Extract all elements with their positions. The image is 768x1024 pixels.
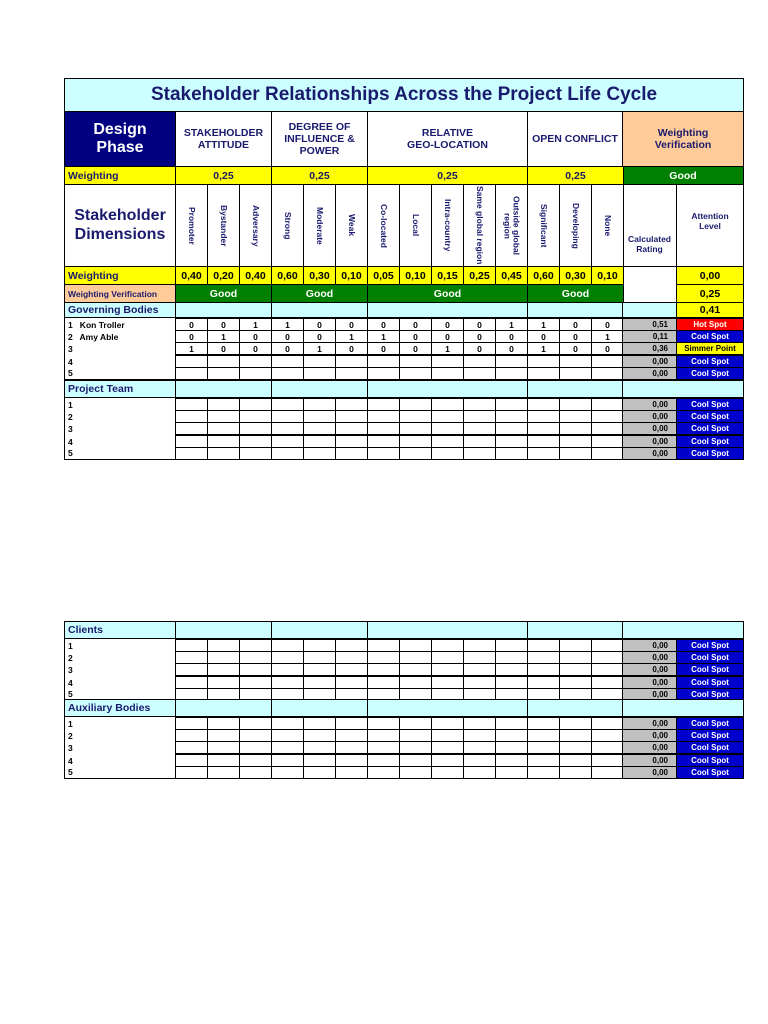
column-header-text: Bystander xyxy=(218,204,229,247)
section-header-cell xyxy=(271,699,368,717)
section-header-cell xyxy=(367,302,528,318)
value-cell: 1 xyxy=(271,318,304,331)
row-label: 1 xyxy=(64,639,176,652)
calculated-rating: 0,00 xyxy=(622,422,677,435)
value-cell xyxy=(239,741,272,754)
column-header-text: Developing xyxy=(570,202,581,249)
sub-weight-value: 0,10 xyxy=(399,266,432,285)
calculated-rating: 0,36 xyxy=(622,342,677,355)
value-cell xyxy=(559,766,592,779)
value-cell xyxy=(367,367,400,380)
phase-label: Design Phase xyxy=(64,111,176,167)
value-cell: 1 xyxy=(175,342,208,355)
value-cell xyxy=(463,367,496,380)
row-label: 5 xyxy=(64,367,176,380)
value-cell xyxy=(399,447,432,460)
value-cell xyxy=(207,422,240,435)
value-cell xyxy=(303,663,336,676)
value-cell xyxy=(239,447,272,460)
column-header xyxy=(559,184,592,267)
calculated-rating: 0,00 xyxy=(622,398,677,411)
value-cell: 0 xyxy=(303,318,336,331)
value-cell xyxy=(335,367,368,380)
value-cell: 0 xyxy=(495,342,528,355)
calculated-rating: 0,00 xyxy=(622,355,677,368)
calculated-rating: 0,00 xyxy=(622,729,677,742)
weighting-verification-value: Good xyxy=(271,284,368,303)
value-cell xyxy=(271,367,304,380)
calculated-rating: 0,00 xyxy=(622,410,677,423)
sub-weight-value: 0,15 xyxy=(431,266,464,285)
value-cell: 0 xyxy=(399,330,432,343)
section-header-cell xyxy=(527,302,624,318)
attention-level: Cool Spot xyxy=(676,639,744,652)
section-title: Governing Bodies xyxy=(64,302,176,318)
value-cell xyxy=(591,766,624,779)
sub-weight-value: 0,10 xyxy=(335,266,368,285)
sub-weight-value: 0,60 xyxy=(527,266,560,285)
sub-weight-value: 0,40 xyxy=(175,266,208,285)
header-weighting-verification: Weighting Verification xyxy=(622,111,744,167)
section-header-cell xyxy=(367,699,528,717)
column-header xyxy=(591,184,624,267)
sub-weight-value: 0,40 xyxy=(239,266,272,285)
value-cell xyxy=(303,741,336,754)
value-cell xyxy=(175,766,208,779)
calculated-rating: 0,00 xyxy=(622,435,677,448)
value-cell: 0 xyxy=(271,330,304,343)
header-stakeholder-attitude: STAKEHOLDER ATTITUDE xyxy=(175,111,272,167)
attention-level: Cool Spot xyxy=(676,676,744,689)
value-cell xyxy=(367,766,400,779)
value-cell: 0 xyxy=(591,342,624,355)
value-cell xyxy=(207,367,240,380)
value-cell: 1 xyxy=(239,318,272,331)
attention-level-header: Attention Level xyxy=(676,184,744,267)
calculated-rating: 0,00 xyxy=(622,717,677,730)
section-header-cell xyxy=(271,302,368,318)
column-header-text: Significant xyxy=(538,203,549,248)
column-header-text: Co-located xyxy=(378,203,389,248)
value-cell xyxy=(559,422,592,435)
value-cell xyxy=(527,663,560,676)
calculated-rating: 0,00 xyxy=(622,754,677,767)
section-header-cell xyxy=(622,699,744,717)
value-cell xyxy=(271,766,304,779)
row-label: 2 xyxy=(64,410,176,423)
value-cell: 0 xyxy=(559,330,592,343)
value-cell xyxy=(431,741,464,754)
row-label: 4 xyxy=(64,754,176,767)
column-header xyxy=(463,184,496,267)
calculated-rating-header: Calculated Rating xyxy=(622,184,677,267)
column-header-text: Moderate xyxy=(314,206,325,245)
value-cell xyxy=(591,447,624,460)
value-cell: 0 xyxy=(463,318,496,331)
value-cell: 1 xyxy=(207,330,240,343)
stakeholder-dimensions-label: Stakeholder Dimensions xyxy=(64,184,176,267)
column-header xyxy=(431,184,464,267)
value-cell: 1 xyxy=(335,330,368,343)
value-cell xyxy=(335,422,368,435)
attention-level: Hot Spot xyxy=(676,318,744,331)
attention-level: Cool Spot xyxy=(676,410,744,423)
calculated-rating: 0,00 xyxy=(622,663,677,676)
weighting-verification-value: Good xyxy=(527,284,624,303)
column-header-text: Same global region xyxy=(474,186,485,265)
section-header-cell xyxy=(367,380,528,398)
row-label: 1 xyxy=(64,398,176,411)
value-cell: 1 xyxy=(527,342,560,355)
value-cell: 0 xyxy=(463,342,496,355)
value-cell: 1 xyxy=(527,318,560,331)
value-cell xyxy=(207,447,240,460)
value-cell: 1 xyxy=(591,330,624,343)
value-cell xyxy=(399,422,432,435)
value-cell xyxy=(303,766,336,779)
section-title: Auxiliary Bodies xyxy=(64,699,176,717)
attention-level: Cool Spot xyxy=(676,355,744,368)
value-cell xyxy=(399,367,432,380)
row-label: 2 Amy Able xyxy=(64,330,176,343)
attention-level: Cool Spot xyxy=(676,447,744,460)
value-cell xyxy=(175,741,208,754)
row-label: 2 xyxy=(64,651,176,664)
value-cell xyxy=(559,741,592,754)
value-cell xyxy=(239,663,272,676)
column-header xyxy=(175,184,208,267)
sub-weight-value: 0,10 xyxy=(591,266,624,285)
calculated-rating: 0,11 xyxy=(622,330,677,343)
attention-level: Cool Spot xyxy=(676,688,744,701)
value-cell xyxy=(399,766,432,779)
column-header xyxy=(303,184,336,267)
calculated-rating: 0,00 xyxy=(622,651,677,664)
column-header-text: Weak xyxy=(346,214,357,237)
row-label: 3 xyxy=(64,422,176,435)
value-cell xyxy=(239,766,272,779)
value-cell: 0 xyxy=(399,342,432,355)
value-cell xyxy=(559,447,592,460)
section-header-cell xyxy=(622,621,744,639)
header-open-conflict: OPEN CONFLICT xyxy=(527,111,623,167)
value-cell: 1 xyxy=(431,342,464,355)
value-cell xyxy=(527,447,560,460)
calculated-rating: 0,51 xyxy=(622,318,677,331)
value-cell xyxy=(463,663,496,676)
value-cell xyxy=(175,367,208,380)
value-cell xyxy=(175,422,208,435)
value-cell xyxy=(367,447,400,460)
threshold-simmer-point: 0,25 xyxy=(676,284,744,303)
threshold-cool-spot: 0,41 xyxy=(676,302,744,318)
value-cell xyxy=(463,741,496,754)
value-cell xyxy=(463,422,496,435)
row-label: 3 xyxy=(64,741,176,754)
value-cell: 0 xyxy=(527,330,560,343)
group-weight-value: 0,25 xyxy=(527,166,624,185)
weighting-verification-label: Weighting Verification xyxy=(64,284,176,303)
calculated-rating: 0,00 xyxy=(622,741,677,754)
value-cell xyxy=(367,741,400,754)
section-header-cell xyxy=(175,380,272,398)
row-label: 5 xyxy=(64,447,176,460)
threshold-hot-spot: 0,00 xyxy=(676,266,744,285)
column-header xyxy=(367,184,400,267)
value-cell xyxy=(527,766,560,779)
header-influence-power: DEGREE OF INFLUENCE & POWER xyxy=(271,111,368,167)
value-cell: 0 xyxy=(367,318,400,331)
column-header xyxy=(271,184,304,267)
weighting-verification-value: Good xyxy=(367,284,528,303)
value-cell xyxy=(303,447,336,460)
calculated-rating: 0,00 xyxy=(622,639,677,652)
value-cell xyxy=(495,766,528,779)
column-header-text: Local xyxy=(410,214,421,237)
value-cell xyxy=(239,367,272,380)
section-header-cell xyxy=(175,302,272,318)
value-cell: 0 xyxy=(559,318,592,331)
value-cell xyxy=(591,367,624,380)
section-header-cell xyxy=(527,621,624,639)
section-header-cell xyxy=(271,621,368,639)
value-cell xyxy=(335,447,368,460)
calculated-rating: 0,00 xyxy=(622,688,677,701)
value-cell: 0 xyxy=(431,330,464,343)
value-cell: 0 xyxy=(175,330,208,343)
attention-level: Cool Spot xyxy=(676,435,744,448)
value-cell xyxy=(431,447,464,460)
value-cell: 0 xyxy=(207,318,240,331)
value-cell: 1 xyxy=(303,342,336,355)
attention-level: Cool Spot xyxy=(676,729,744,742)
sub-weight-value: 0,30 xyxy=(303,266,336,285)
column-header xyxy=(335,184,368,267)
column-header-text: Adversary xyxy=(250,204,261,247)
attention-level: Cool Spot xyxy=(676,422,744,435)
row-label: 4 xyxy=(64,435,176,448)
value-cell: 0 xyxy=(591,318,624,331)
value-cell xyxy=(559,367,592,380)
value-cell xyxy=(271,447,304,460)
calculated-rating: 0,00 xyxy=(622,766,677,779)
header-geo-location: RELATIVE GEO-LOCATION xyxy=(367,111,528,167)
sub-weight-value: 0,20 xyxy=(207,266,240,285)
value-cell: 0 xyxy=(399,318,432,331)
value-cell xyxy=(527,367,560,380)
column-header xyxy=(207,184,240,267)
attention-level: Cool Spot xyxy=(676,330,744,343)
section-header-cell xyxy=(622,380,744,398)
section-header-cell xyxy=(367,621,528,639)
row-label: 3 xyxy=(64,663,176,676)
value-cell xyxy=(591,663,624,676)
value-cell xyxy=(559,663,592,676)
row-label: 5 xyxy=(64,766,176,779)
value-cell xyxy=(399,663,432,676)
value-cell: 0 xyxy=(335,318,368,331)
attention-level: Cool Spot xyxy=(676,766,744,779)
value-cell xyxy=(591,422,624,435)
row-label: 5 xyxy=(64,688,176,701)
value-cell xyxy=(303,422,336,435)
value-cell: 0 xyxy=(207,342,240,355)
value-cell: 0 xyxy=(271,342,304,355)
group-weighting-status: Good xyxy=(622,166,744,185)
value-cell: 0 xyxy=(303,330,336,343)
value-cell: 0 xyxy=(175,318,208,331)
column-header-text: Intra-country xyxy=(442,199,453,252)
attention-level: Cool Spot xyxy=(676,717,744,730)
group-weight-value: 0,25 xyxy=(271,166,368,185)
value-cell xyxy=(271,663,304,676)
value-cell xyxy=(335,766,368,779)
attention-level: Simmer Point xyxy=(676,342,744,355)
value-cell xyxy=(399,741,432,754)
attention-level: Cool Spot xyxy=(676,367,744,380)
value-cell xyxy=(495,422,528,435)
attention-level: Cool Spot xyxy=(676,754,744,767)
value-cell xyxy=(207,766,240,779)
value-cell xyxy=(367,663,400,676)
value-cell: 0 xyxy=(239,342,272,355)
weighting-verification-value: Good xyxy=(175,284,272,303)
value-cell: 0 xyxy=(463,330,496,343)
section-header-cell xyxy=(175,699,272,717)
value-cell xyxy=(207,663,240,676)
value-cell: 1 xyxy=(495,318,528,331)
value-cell xyxy=(527,741,560,754)
value-cell xyxy=(271,422,304,435)
section-title: Project Team xyxy=(64,380,176,398)
sub-weighting-label: Weighting xyxy=(64,266,176,285)
value-cell xyxy=(463,447,496,460)
value-cell xyxy=(495,367,528,380)
section-header-cell xyxy=(527,380,624,398)
attention-level: Cool Spot xyxy=(676,663,744,676)
column-header xyxy=(239,184,272,267)
section-title: Clients xyxy=(64,621,176,639)
value-cell xyxy=(335,741,368,754)
sub-weight-value: 0,60 xyxy=(271,266,304,285)
row-label: 1 xyxy=(64,717,176,730)
sheet-title: Stakeholder Relationships Across the Project Life Cycle xyxy=(64,78,744,112)
value-cell xyxy=(175,663,208,676)
section-header-cell xyxy=(527,699,624,717)
column-header-text: Promoter xyxy=(186,206,197,245)
value-cell xyxy=(175,447,208,460)
group-weight-value: 0,25 xyxy=(367,166,528,185)
attention-level: Cool Spot xyxy=(676,741,744,754)
value-cell xyxy=(431,422,464,435)
value-cell xyxy=(335,663,368,676)
value-cell: 0 xyxy=(335,342,368,355)
sub-weight-value: 0,05 xyxy=(367,266,400,285)
value-cell: 0 xyxy=(495,330,528,343)
attention-level: Cool Spot xyxy=(676,651,744,664)
value-cell: 1 xyxy=(367,330,400,343)
value-cell: 0 xyxy=(367,342,400,355)
calculated-rating: 0,00 xyxy=(622,676,677,689)
row-label: 1 Kon Troller xyxy=(64,318,176,331)
group-weighting-label: Weighting xyxy=(64,166,176,185)
value-cell xyxy=(367,422,400,435)
row-label: 4 xyxy=(64,355,176,368)
calculated-rating: 0,00 xyxy=(622,447,677,460)
value-cell xyxy=(591,741,624,754)
value-cell xyxy=(495,447,528,460)
value-cell xyxy=(495,663,528,676)
value-cell xyxy=(463,766,496,779)
column-header-text: Outside global region xyxy=(502,195,522,256)
value-cell: 0 xyxy=(239,330,272,343)
value-cell xyxy=(207,741,240,754)
row-label: 3 xyxy=(64,342,176,355)
group-weight-value: 0,25 xyxy=(175,166,272,185)
value-cell xyxy=(527,422,560,435)
column-header xyxy=(527,184,560,267)
column-header xyxy=(495,184,528,267)
row-label: 2 xyxy=(64,729,176,742)
column-header-text: Strong xyxy=(282,211,293,240)
row-label: 4 xyxy=(64,676,176,689)
value-cell: 0 xyxy=(431,318,464,331)
value-cell xyxy=(431,766,464,779)
value-cell xyxy=(495,741,528,754)
value-cell xyxy=(431,663,464,676)
column-header-text: None xyxy=(602,214,613,237)
value-cell: 0 xyxy=(559,342,592,355)
sub-weight-value: 0,30 xyxy=(559,266,592,285)
column-header xyxy=(399,184,432,267)
value-cell xyxy=(271,741,304,754)
calculated-rating: 0,00 xyxy=(622,367,677,380)
sub-weight-value: 0,45 xyxy=(495,266,528,285)
value-cell xyxy=(239,422,272,435)
attention-level: Cool Spot xyxy=(676,398,744,411)
sub-weight-value: 0,25 xyxy=(463,266,496,285)
section-header-cell xyxy=(175,621,272,639)
value-cell xyxy=(431,367,464,380)
value-cell xyxy=(303,367,336,380)
section-header-cell xyxy=(271,380,368,398)
